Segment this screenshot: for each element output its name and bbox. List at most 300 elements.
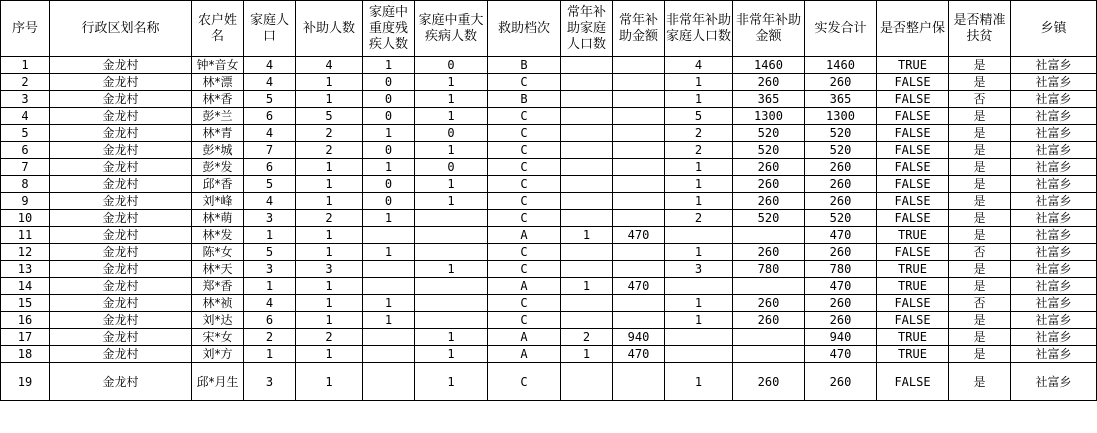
table-cell: 林*漂 bbox=[192, 74, 244, 91]
table-cell: 260 bbox=[733, 74, 805, 91]
table-cell: 是 bbox=[949, 74, 1011, 91]
table-cell: FALSE bbox=[877, 142, 949, 159]
table-cell: 470 bbox=[613, 227, 665, 244]
table-cell: FALSE bbox=[877, 176, 949, 193]
header-cell: 非常年补助家庭人口数 bbox=[665, 1, 733, 57]
table-cell: 1 bbox=[363, 295, 415, 312]
table-cell: 林*萌 bbox=[192, 210, 244, 227]
table-row bbox=[1, 363, 1097, 401]
table-cell: 2 bbox=[1, 74, 50, 91]
table-cell: 2 bbox=[665, 210, 733, 227]
table-row bbox=[1, 278, 1097, 295]
table-cell: TRUE bbox=[877, 57, 949, 74]
table-cell: 刘*峰 bbox=[192, 193, 244, 210]
table-cell bbox=[613, 210, 665, 227]
table-cell: 林*天 bbox=[192, 261, 244, 278]
table-cell: 1 bbox=[363, 125, 415, 142]
table-cell: 金龙村 bbox=[50, 261, 192, 278]
table-cell bbox=[613, 74, 665, 91]
table-cell: 260 bbox=[805, 176, 877, 193]
header-cell: 家庭中重大疾病人数 bbox=[415, 1, 488, 57]
table-cell: 5 bbox=[665, 108, 733, 125]
table-cell: 4 bbox=[1, 108, 50, 125]
table-cell: 1 bbox=[363, 312, 415, 329]
table-cell: 1 bbox=[665, 91, 733, 108]
table-cell: 1460 bbox=[733, 57, 805, 74]
table-cell: 社富乡 bbox=[1011, 210, 1097, 227]
table-cell: FALSE bbox=[877, 193, 949, 210]
table-cell: TRUE bbox=[877, 227, 949, 244]
table-cell: 金龙村 bbox=[50, 74, 192, 91]
table-cell: 4 bbox=[244, 57, 296, 74]
table-cell: FALSE bbox=[877, 363, 949, 401]
table-row bbox=[1, 210, 1097, 227]
table-cell: 6 bbox=[244, 312, 296, 329]
table-cell: C bbox=[488, 193, 561, 210]
table-cell: 1 bbox=[415, 329, 488, 346]
table-cell: 1 bbox=[561, 346, 613, 363]
table-cell: TRUE bbox=[877, 329, 949, 346]
header-cell: 行政区划名称 bbox=[50, 1, 192, 57]
table-cell bbox=[561, 295, 613, 312]
table-row bbox=[1, 74, 1097, 91]
table-cell: 1 bbox=[296, 346, 363, 363]
table-cell: FALSE bbox=[877, 312, 949, 329]
table-cell: 是 bbox=[949, 363, 1011, 401]
header-cell: 补助人数 bbox=[296, 1, 363, 57]
table-cell bbox=[561, 159, 613, 176]
table-cell: 4 bbox=[244, 125, 296, 142]
table-cell: 520 bbox=[733, 142, 805, 159]
table-cell bbox=[363, 227, 415, 244]
table-cell bbox=[613, 57, 665, 74]
table-row bbox=[1, 125, 1097, 142]
table-cell: 2 bbox=[665, 125, 733, 142]
table-cell: 钟*音女 bbox=[192, 57, 244, 74]
table-cell: 13 bbox=[1, 261, 50, 278]
table-cell: 否 bbox=[949, 295, 1011, 312]
table-cell: 社富乡 bbox=[1011, 312, 1097, 329]
table-cell: 1 bbox=[665, 295, 733, 312]
table-cell bbox=[561, 244, 613, 261]
table-cell bbox=[613, 176, 665, 193]
table-cell bbox=[561, 91, 613, 108]
table-cell: 260 bbox=[805, 74, 877, 91]
table-cell: C bbox=[488, 261, 561, 278]
table-cell: 940 bbox=[613, 329, 665, 346]
table-cell: 520 bbox=[805, 125, 877, 142]
table-cell: 5 bbox=[296, 108, 363, 125]
table-cell: 社富乡 bbox=[1011, 261, 1097, 278]
table-cell: 是 bbox=[949, 312, 1011, 329]
header-cell: 常年补助金额 bbox=[613, 1, 665, 57]
table-cell: 260 bbox=[733, 244, 805, 261]
table-cell: FALSE bbox=[877, 91, 949, 108]
table-cell: 1 bbox=[244, 227, 296, 244]
table-cell: C bbox=[488, 108, 561, 125]
table-cell: 1 bbox=[363, 210, 415, 227]
table-cell bbox=[561, 176, 613, 193]
table-cell: 7 bbox=[244, 142, 296, 159]
table-cell: 260 bbox=[733, 312, 805, 329]
table-cell: 470 bbox=[805, 278, 877, 295]
table-row bbox=[1, 261, 1097, 278]
header-cell: 家庭中重度残疾人数 bbox=[363, 1, 415, 57]
table-cell: 社富乡 bbox=[1011, 176, 1097, 193]
table-cell: B bbox=[488, 91, 561, 108]
table-cell: 金龙村 bbox=[50, 108, 192, 125]
table-cell: 1 bbox=[665, 159, 733, 176]
table-cell: 6 bbox=[244, 108, 296, 125]
table-cell bbox=[613, 261, 665, 278]
table-cell: 4 bbox=[244, 193, 296, 210]
table-cell: 1 bbox=[363, 159, 415, 176]
table-cell: 是 bbox=[949, 176, 1011, 193]
table-cell: 是 bbox=[949, 227, 1011, 244]
table-cell: 1 bbox=[296, 295, 363, 312]
table-cell: 260 bbox=[805, 159, 877, 176]
table-cell: 是 bbox=[949, 193, 1011, 210]
table-cell: 1 bbox=[296, 74, 363, 91]
table-cell bbox=[733, 278, 805, 295]
table-cell: 林*香 bbox=[192, 91, 244, 108]
table-cell bbox=[363, 261, 415, 278]
header-cell: 农户姓名 bbox=[192, 1, 244, 57]
table-cell bbox=[363, 278, 415, 295]
table-cell: 否 bbox=[949, 244, 1011, 261]
table-cell: 1 bbox=[665, 244, 733, 261]
table-cell: 3 bbox=[1, 91, 50, 108]
table-cell bbox=[561, 210, 613, 227]
table-cell: 金龙村 bbox=[50, 278, 192, 295]
table-cell: 0 bbox=[363, 91, 415, 108]
table-cell: 社富乡 bbox=[1011, 91, 1097, 108]
table-cell: 260 bbox=[733, 363, 805, 401]
table-cell: 10 bbox=[1, 210, 50, 227]
table-cell: 260 bbox=[805, 244, 877, 261]
table-cell bbox=[415, 210, 488, 227]
table-cell: 是 bbox=[949, 125, 1011, 142]
table-cell: 刘*方 bbox=[192, 346, 244, 363]
table-row bbox=[1, 329, 1097, 346]
table-row bbox=[1, 57, 1097, 74]
table-cell: TRUE bbox=[877, 278, 949, 295]
table-cell: 1 bbox=[665, 176, 733, 193]
table-cell: 1 bbox=[415, 261, 488, 278]
table-cell: 1300 bbox=[733, 108, 805, 125]
table-cell: 是 bbox=[949, 346, 1011, 363]
table-cell: 彭*城 bbox=[192, 142, 244, 159]
table-cell bbox=[561, 125, 613, 142]
table-cell: FALSE bbox=[877, 295, 949, 312]
table-cell bbox=[613, 108, 665, 125]
table-cell: 4 bbox=[296, 57, 363, 74]
table-cell bbox=[561, 74, 613, 91]
table-cell: 是 bbox=[949, 329, 1011, 346]
table-cell: 金龙村 bbox=[50, 193, 192, 210]
table-cell: 0 bbox=[363, 176, 415, 193]
table-cell: 6 bbox=[1, 142, 50, 159]
table-cell: B bbox=[488, 57, 561, 74]
table-cell: 520 bbox=[805, 142, 877, 159]
table-cell bbox=[665, 227, 733, 244]
table-cell: 金龙村 bbox=[50, 329, 192, 346]
table-cell: 1 bbox=[244, 346, 296, 363]
table-cell: 金龙村 bbox=[50, 176, 192, 193]
table-cell: 3 bbox=[296, 261, 363, 278]
table-cell bbox=[561, 108, 613, 125]
table-cell bbox=[561, 57, 613, 74]
table-cell: C bbox=[488, 142, 561, 159]
table-cell: 260 bbox=[805, 193, 877, 210]
table-cell: 5 bbox=[244, 244, 296, 261]
header-cell: 乡镇 bbox=[1011, 1, 1097, 57]
table-cell: 社富乡 bbox=[1011, 125, 1097, 142]
table-row bbox=[1, 227, 1097, 244]
table-cell: 金龙村 bbox=[50, 91, 192, 108]
table-cell: 2 bbox=[561, 329, 613, 346]
table-cell bbox=[613, 159, 665, 176]
table-cell bbox=[363, 363, 415, 401]
table-cell: 1 bbox=[363, 57, 415, 74]
table-cell: C bbox=[488, 159, 561, 176]
table-cell: 社富乡 bbox=[1011, 142, 1097, 159]
table-cell: 1 bbox=[415, 108, 488, 125]
table-cell: 6 bbox=[244, 159, 296, 176]
table-cell: 彭*发 bbox=[192, 159, 244, 176]
table-cell: 1 bbox=[665, 74, 733, 91]
table-cell: 2 bbox=[296, 210, 363, 227]
table-cell bbox=[415, 278, 488, 295]
header-cell: 是否整户保 bbox=[877, 1, 949, 57]
table-cell: 刘*达 bbox=[192, 312, 244, 329]
table-cell: 520 bbox=[733, 210, 805, 227]
table-cell: 260 bbox=[805, 363, 877, 401]
table-cell bbox=[415, 227, 488, 244]
table-cell: 1 bbox=[296, 363, 363, 401]
table-cell: 1 bbox=[296, 227, 363, 244]
table-cell: 1 bbox=[665, 363, 733, 401]
table-cell: 金龙村 bbox=[50, 210, 192, 227]
table-row bbox=[1, 295, 1097, 312]
table-cell bbox=[613, 363, 665, 401]
table-cell: 社富乡 bbox=[1011, 244, 1097, 261]
table-cell: 金龙村 bbox=[50, 312, 192, 329]
table-cell bbox=[363, 329, 415, 346]
table-cell: 520 bbox=[733, 125, 805, 142]
table-cell bbox=[733, 227, 805, 244]
table-cell: 19 bbox=[1, 363, 50, 401]
table-cell: 260 bbox=[733, 176, 805, 193]
table-cell: 1 bbox=[665, 193, 733, 210]
table-cell: 社富乡 bbox=[1011, 193, 1097, 210]
header-cell: 家庭人口 bbox=[244, 1, 296, 57]
table-cell: TRUE bbox=[877, 261, 949, 278]
table-cell: 1 bbox=[665, 312, 733, 329]
table-cell: 0 bbox=[363, 193, 415, 210]
table-cell bbox=[613, 244, 665, 261]
table-cell bbox=[665, 346, 733, 363]
table-cell: 18 bbox=[1, 346, 50, 363]
table-cell bbox=[561, 261, 613, 278]
table-cell: 郑*香 bbox=[192, 278, 244, 295]
table-cell: 1 bbox=[1, 57, 50, 74]
table-cell: C bbox=[488, 295, 561, 312]
table-cell: 365 bbox=[733, 91, 805, 108]
table-cell: 社富乡 bbox=[1011, 278, 1097, 295]
table-cell: 社富乡 bbox=[1011, 227, 1097, 244]
table-cell: 是 bbox=[949, 57, 1011, 74]
table-cell: 社富乡 bbox=[1011, 108, 1097, 125]
table-cell: 社富乡 bbox=[1011, 57, 1097, 74]
table-row bbox=[1, 312, 1097, 329]
table-cell: 林*祯 bbox=[192, 295, 244, 312]
table-cell: 780 bbox=[805, 261, 877, 278]
table-cell: 是 bbox=[949, 278, 1011, 295]
table-cell: 470 bbox=[805, 346, 877, 363]
table-cell: 260 bbox=[733, 295, 805, 312]
table-cell: 16 bbox=[1, 312, 50, 329]
table-row bbox=[1, 193, 1097, 210]
table-cell: 林*发 bbox=[192, 227, 244, 244]
table-cell: 0 bbox=[363, 108, 415, 125]
table-cell bbox=[415, 244, 488, 261]
table-row bbox=[1, 346, 1097, 363]
table-cell bbox=[733, 329, 805, 346]
table-cell: 4 bbox=[244, 74, 296, 91]
table-cell bbox=[415, 312, 488, 329]
table-cell: 社富乡 bbox=[1011, 363, 1097, 401]
table-cell: 1 bbox=[561, 227, 613, 244]
table-cell: 940 bbox=[805, 329, 877, 346]
table-cell: 是 bbox=[949, 142, 1011, 159]
table-cell: 金龙村 bbox=[50, 227, 192, 244]
table-cell: 1 bbox=[296, 278, 363, 295]
table-cell: A bbox=[488, 278, 561, 295]
table-cell: 14 bbox=[1, 278, 50, 295]
table-cell bbox=[613, 312, 665, 329]
table-cell: 7 bbox=[1, 159, 50, 176]
table-cell bbox=[561, 363, 613, 401]
table-cell: 780 bbox=[733, 261, 805, 278]
table-cell: 是 bbox=[949, 159, 1011, 176]
table-cell: 1 bbox=[363, 244, 415, 261]
table-cell: C bbox=[488, 176, 561, 193]
header-cell: 救助档次 bbox=[488, 1, 561, 57]
header-cell: 非常年补助金额 bbox=[733, 1, 805, 57]
table-cell: 彭*兰 bbox=[192, 108, 244, 125]
table-cell bbox=[613, 193, 665, 210]
table-cell: 1 bbox=[415, 176, 488, 193]
table-cell: 3 bbox=[244, 210, 296, 227]
table-cell: 邱*月生 bbox=[192, 363, 244, 401]
table-cell: 0 bbox=[363, 74, 415, 91]
header-cell: 序号 bbox=[1, 1, 50, 57]
header-cell: 是否精准扶贫 bbox=[949, 1, 1011, 57]
table-cell: FALSE bbox=[877, 74, 949, 91]
table-cell: 9 bbox=[1, 193, 50, 210]
table-cell: 2 bbox=[296, 125, 363, 142]
table-cell: 17 bbox=[1, 329, 50, 346]
table-cell: 15 bbox=[1, 295, 50, 312]
table-cell: 2 bbox=[244, 329, 296, 346]
table-cell: 否 bbox=[949, 91, 1011, 108]
table-cell: C bbox=[488, 363, 561, 401]
table-cell: 365 bbox=[805, 91, 877, 108]
table-cell: 470 bbox=[613, 278, 665, 295]
table-cell: 4 bbox=[665, 57, 733, 74]
table-cell: 金龙村 bbox=[50, 363, 192, 401]
header-cell: 实发合计 bbox=[805, 1, 877, 57]
table-cell: 4 bbox=[244, 295, 296, 312]
table-cell: 1 bbox=[415, 363, 488, 401]
table-cell: 1 bbox=[296, 193, 363, 210]
table-cell: 是 bbox=[949, 261, 1011, 278]
table-cell: 邱*香 bbox=[192, 176, 244, 193]
table-cell: C bbox=[488, 312, 561, 329]
table-cell: FALSE bbox=[877, 244, 949, 261]
table-cell: 260 bbox=[733, 159, 805, 176]
table-cell: 金龙村 bbox=[50, 244, 192, 261]
table-row bbox=[1, 91, 1097, 108]
table-cell: FALSE bbox=[877, 210, 949, 227]
table-cell: 金龙村 bbox=[50, 125, 192, 142]
table-cell: 1 bbox=[296, 159, 363, 176]
table-cell: 社富乡 bbox=[1011, 329, 1097, 346]
table-cell: 1 bbox=[415, 74, 488, 91]
table-cell: 1 bbox=[296, 91, 363, 108]
table-cell bbox=[561, 193, 613, 210]
table-cell: 260 bbox=[805, 295, 877, 312]
table-cell: 11 bbox=[1, 227, 50, 244]
table-cell: TRUE bbox=[877, 346, 949, 363]
table-cell: 1 bbox=[415, 193, 488, 210]
table-row bbox=[1, 108, 1097, 125]
table-cell: 0 bbox=[363, 142, 415, 159]
table-cell: 金龙村 bbox=[50, 57, 192, 74]
table-cell: 是 bbox=[949, 210, 1011, 227]
table-cell: 470 bbox=[805, 227, 877, 244]
table-row bbox=[1, 142, 1097, 159]
table-cell: 1 bbox=[415, 346, 488, 363]
table-cell bbox=[733, 346, 805, 363]
table-row bbox=[1, 244, 1097, 261]
table-cell: 社富乡 bbox=[1011, 159, 1097, 176]
table-cell: C bbox=[488, 125, 561, 142]
table-cell: 金龙村 bbox=[50, 159, 192, 176]
table-cell: 2 bbox=[296, 142, 363, 159]
table-cell bbox=[363, 346, 415, 363]
table-cell: C bbox=[488, 244, 561, 261]
table-cell: 1 bbox=[561, 278, 613, 295]
table-cell: 金龙村 bbox=[50, 295, 192, 312]
table-cell: 金龙村 bbox=[50, 346, 192, 363]
table-cell: FALSE bbox=[877, 125, 949, 142]
table-cell: A bbox=[488, 227, 561, 244]
table-cell: 1 bbox=[296, 176, 363, 193]
table-cell: 金龙村 bbox=[50, 142, 192, 159]
table-cell: C bbox=[488, 74, 561, 91]
table-cell: 1 bbox=[415, 91, 488, 108]
table-cell: 1460 bbox=[805, 57, 877, 74]
table-cell: 1 bbox=[244, 278, 296, 295]
table-cell: 470 bbox=[613, 346, 665, 363]
table-cell: 社富乡 bbox=[1011, 74, 1097, 91]
table-cell: 12 bbox=[1, 244, 50, 261]
table-cell: A bbox=[488, 346, 561, 363]
table-cell bbox=[561, 312, 613, 329]
table-cell: 5 bbox=[244, 176, 296, 193]
